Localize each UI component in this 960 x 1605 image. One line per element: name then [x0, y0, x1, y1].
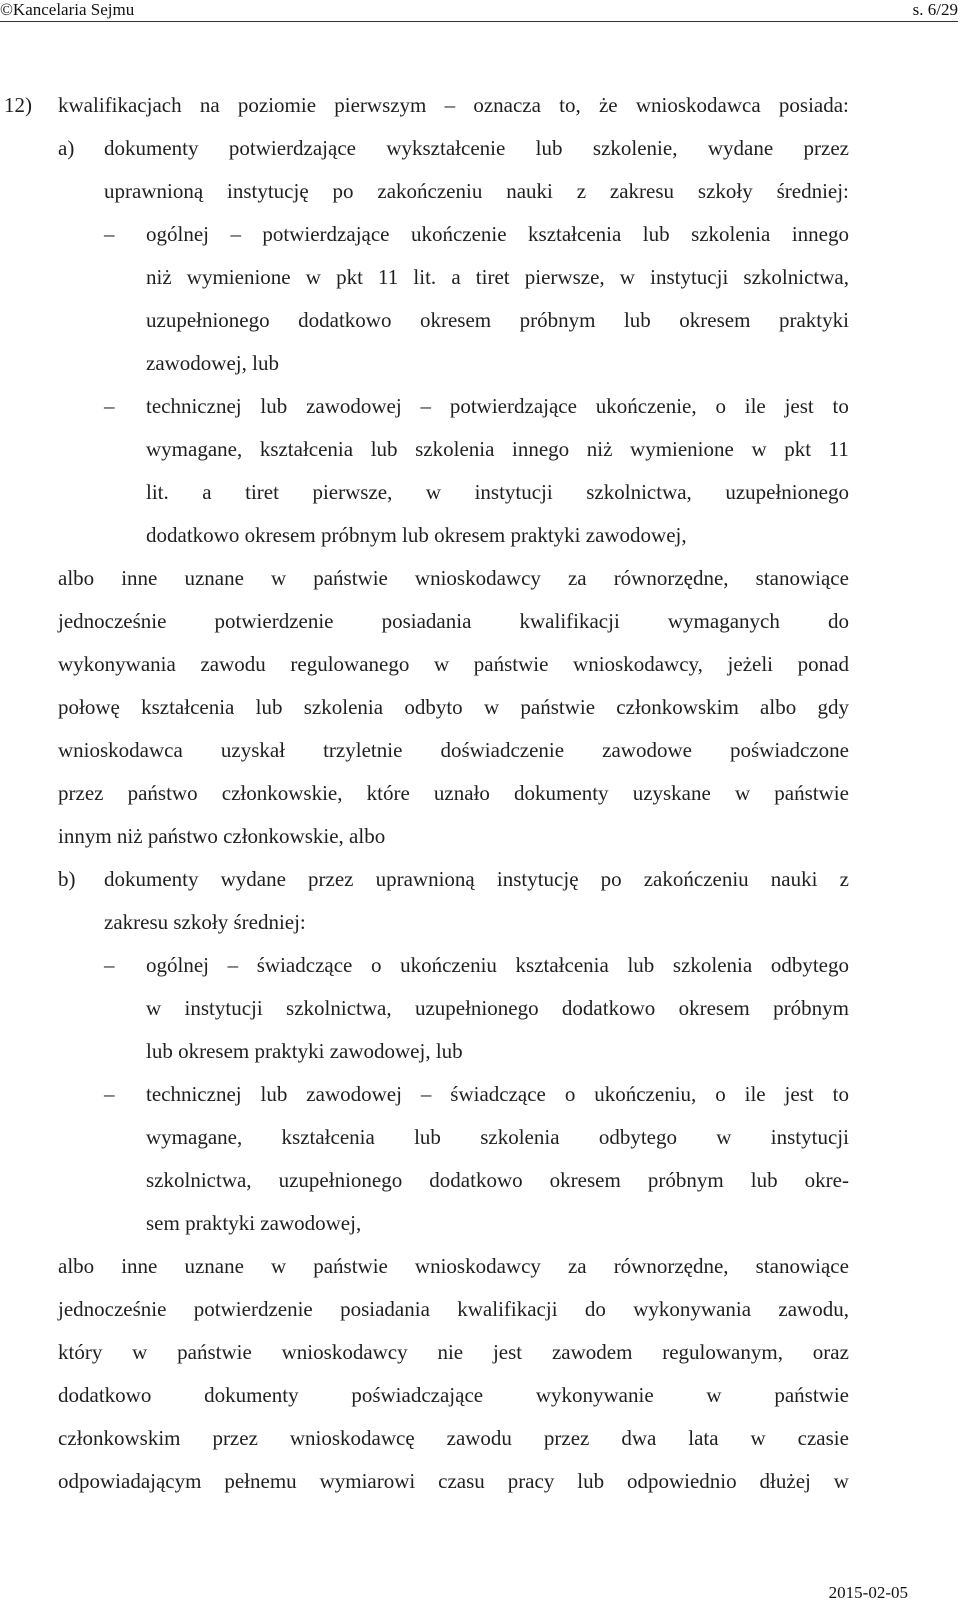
- word: państwie: [520, 695, 596, 719]
- word: w: [425, 480, 442, 504]
- word: 11: [828, 437, 849, 461]
- word: uprawnioną: [375, 867, 475, 891]
- word: dwa: [621, 1426, 657, 1450]
- word: ukończeniu: [400, 953, 497, 977]
- word: okresem: [549, 1168, 621, 1192]
- word: posiada:: [778, 93, 849, 117]
- word: lub: [642, 222, 670, 246]
- word: wnioskodawca: [635, 93, 761, 117]
- word: z: [576, 179, 587, 203]
- word: inne: [121, 1254, 158, 1278]
- word: lub: [260, 394, 288, 418]
- text-line: [146, 1073, 849, 1116]
- word: w: [716, 1125, 732, 1149]
- word: tiret: [245, 480, 279, 504]
- word: na: [199, 93, 220, 117]
- word: o: [370, 953, 382, 977]
- word: doświadczenie: [440, 738, 565, 762]
- word: państwie: [313, 1254, 388, 1278]
- word: państwie: [774, 781, 849, 805]
- word: lub: [260, 1082, 288, 1106]
- text-line: [104, 170, 849, 213]
- word: poświadczone: [730, 738, 849, 762]
- word: przez: [543, 1426, 590, 1450]
- word: równorzędne,: [613, 566, 729, 590]
- word: potwierdzające: [228, 136, 356, 160]
- word: lub: [750, 1168, 778, 1192]
- item-letter-b: b): [58, 867, 76, 891]
- word: zakończeniu: [377, 179, 483, 203]
- word: do: [827, 609, 849, 633]
- text-line: [58, 1417, 849, 1460]
- word: nauki: [770, 867, 818, 891]
- word: w: [146, 996, 162, 1020]
- word: instytucji: [184, 996, 263, 1020]
- copyright-label: ©Kancelaria Sejmu: [0, 0, 135, 19]
- word: po: [332, 179, 354, 203]
- word: szkolnictwa,: [146, 1168, 252, 1192]
- word: pkt: [784, 437, 812, 461]
- word: a: [202, 480, 212, 504]
- word: uzyskane: [632, 781, 711, 805]
- text-line: [104, 858, 849, 901]
- word: ukończenie: [410, 222, 507, 246]
- word: zawodem: [551, 1340, 633, 1364]
- word: –: [230, 222, 241, 246]
- word: odbyto: [404, 695, 463, 719]
- word: które: [366, 781, 410, 805]
- word: niż: [586, 437, 613, 461]
- word: a: [451, 265, 461, 289]
- word: czasie: [797, 1426, 849, 1450]
- word: wymienione: [186, 265, 291, 289]
- page-header: [0, 0, 958, 20]
- word: dłużej: [759, 1469, 811, 1493]
- word: pierwszym: [334, 93, 427, 117]
- word: praktyki: [778, 308, 849, 332]
- word: lata: [688, 1426, 719, 1450]
- word: zawodowej: [306, 394, 402, 418]
- word: za: [567, 1254, 587, 1278]
- word: jednocześnie: [58, 1297, 167, 1321]
- word: w: [833, 1469, 849, 1493]
- word: nie: [437, 1340, 464, 1364]
- word: uznane: [184, 566, 244, 590]
- word: lub: [627, 953, 655, 977]
- word: czasu: [438, 1469, 485, 1493]
- word: uzupełnionego: [146, 308, 270, 332]
- word: o: [715, 1082, 726, 1106]
- word: uprawnioną: [104, 179, 204, 203]
- word: okre-: [804, 1168, 849, 1192]
- word: szkolenia: [691, 222, 771, 246]
- word: wymagane,: [146, 437, 243, 461]
- word: uzyskał: [220, 738, 286, 762]
- word: technicznej: [146, 1082, 242, 1106]
- word: przez: [803, 136, 849, 160]
- word: w: [270, 1254, 287, 1278]
- word: średniej:: [776, 179, 849, 203]
- word: w: [305, 265, 321, 289]
- word: odbytego: [770, 953, 849, 977]
- word: przez: [58, 781, 104, 805]
- word: szkolenie,: [592, 136, 678, 160]
- word: stanowiące: [755, 1254, 849, 1278]
- word: lub: [255, 695, 283, 719]
- word: poświadczające: [351, 1383, 484, 1407]
- word: uzupełnionego: [414, 996, 539, 1020]
- word: odpowiadającym: [58, 1469, 202, 1493]
- word: stanowiące: [755, 566, 849, 590]
- word: szkolenia: [672, 953, 753, 977]
- word: –: [420, 394, 432, 418]
- word: wykonywania: [633, 1297, 752, 1321]
- word: zakończeniu: [643, 867, 749, 891]
- word: lub: [414, 1125, 441, 1149]
- word: członkowskie,: [221, 781, 343, 805]
- text-line: sem praktyki zawodowej,: [146, 1211, 362, 1235]
- text-line: [146, 256, 849, 299]
- word: oraz: [812, 1340, 849, 1364]
- word: nauki: [506, 179, 553, 203]
- word: zawodu: [200, 652, 266, 676]
- word: albo: [760, 695, 797, 719]
- word: szkolnictwa,: [286, 996, 392, 1020]
- text-line: [58, 1331, 849, 1374]
- word: zakresu: [609, 179, 675, 203]
- word: wymiarowi: [319, 1469, 416, 1493]
- word: w: [751, 437, 767, 461]
- word: ogólnej: [146, 953, 209, 977]
- word: dokumenty: [514, 781, 609, 805]
- word: wydane: [707, 136, 774, 160]
- text-line: [146, 1116, 849, 1159]
- word: to: [832, 1082, 849, 1106]
- footer-date: 2015-02-05: [828, 1583, 908, 1602]
- page-number: s. 6/29: [912, 0, 958, 19]
- word: państwie: [473, 652, 549, 676]
- text-line: [58, 729, 849, 772]
- word: o: [715, 394, 726, 418]
- word: –: [420, 1082, 432, 1106]
- text-line: [146, 213, 849, 256]
- word: uznało: [433, 781, 490, 805]
- word: że: [598, 93, 618, 117]
- word: wymienione: [630, 437, 734, 461]
- dash-marker: –: [104, 1082, 115, 1106]
- word: przez: [308, 867, 354, 891]
- word: wymaganych: [667, 609, 780, 633]
- text-line: [146, 987, 849, 1030]
- word: potwierdzające: [262, 222, 390, 246]
- word: instytucji: [770, 1125, 849, 1149]
- word: pracy: [507, 1469, 555, 1493]
- word: lub: [370, 437, 398, 461]
- word: zawodu,: [778, 1297, 849, 1321]
- text-line: zawodowej, lub: [146, 351, 279, 375]
- text-line: [146, 944, 849, 987]
- word: połowę: [58, 695, 120, 719]
- word: kształcenia: [515, 953, 609, 977]
- word: zawodowe: [602, 738, 692, 762]
- text-line: [58, 1460, 849, 1503]
- word: ukończeniu,: [594, 1082, 697, 1106]
- word: lub: [577, 1469, 605, 1493]
- word: instytucji: [474, 480, 553, 504]
- word: innego: [512, 437, 570, 461]
- word: wymagane,: [146, 1125, 243, 1149]
- word: w: [483, 695, 500, 719]
- text-line: dodatkowo okresem próbnym lub okresem praktyki zawodowej,: [146, 523, 687, 547]
- word: pierwsze,: [312, 480, 393, 504]
- text-line: [146, 299, 849, 342]
- word: szkolenia: [480, 1125, 560, 1149]
- word: przez: [212, 1426, 258, 1450]
- dash-marker: –: [104, 394, 115, 418]
- word: kształcenia: [141, 695, 235, 719]
- word: wnioskodawcy,: [573, 652, 703, 676]
- text-line: [104, 127, 849, 170]
- word: potwierdzenie: [193, 1297, 313, 1321]
- word: instytucję: [496, 867, 579, 891]
- text-line: [58, 686, 849, 729]
- header-divider: [0, 21, 958, 22]
- word: wnioskodawcy: [414, 1254, 541, 1278]
- word: albo: [58, 1254, 95, 1278]
- word: próbnym: [519, 308, 596, 332]
- word: kwalifikacji: [457, 1297, 558, 1321]
- text-line: [58, 1288, 849, 1331]
- word: wnioskodawcę: [289, 1426, 415, 1450]
- word: szkoły: [697, 179, 753, 203]
- word: lub: [535, 136, 563, 160]
- word: okresem: [678, 996, 750, 1020]
- word: uzupełnionego: [725, 480, 849, 504]
- word: próbnym: [647, 1168, 724, 1192]
- dash-marker: –: [104, 222, 115, 246]
- word: wykształcenie: [386, 136, 506, 160]
- word: pkt: [336, 265, 363, 289]
- word: dokumenty: [204, 1383, 299, 1407]
- word: próbnym: [773, 996, 849, 1020]
- word: wydane: [220, 867, 286, 891]
- text-line: [146, 428, 849, 471]
- word: ponad: [797, 652, 849, 676]
- word: to: [832, 394, 849, 418]
- word: szkolenia: [303, 695, 384, 719]
- item-letter-a: a): [58, 136, 75, 160]
- text-line: [58, 1245, 849, 1288]
- word: instytucję: [227, 179, 309, 203]
- word: zawodowej: [306, 1082, 402, 1106]
- word: zawodu: [446, 1426, 512, 1450]
- word: jest: [784, 1082, 814, 1106]
- word: dodatkowo: [561, 996, 656, 1020]
- word: w: [750, 1426, 766, 1450]
- word: w: [433, 652, 450, 676]
- word: uznane: [184, 1254, 244, 1278]
- text-line: [58, 1374, 849, 1417]
- word: za: [567, 566, 587, 590]
- word: lit.: [413, 265, 437, 289]
- word: potwierdzające: [449, 394, 577, 418]
- word: dodatkowo: [429, 1168, 523, 1192]
- word: odpowiednio: [626, 1469, 737, 1493]
- word: w: [619, 265, 635, 289]
- word: posiadania: [340, 1297, 430, 1321]
- word: jednocześnie: [58, 609, 167, 633]
- text-line: zakresu szkoły średniej:: [104, 910, 306, 934]
- word: posiadania: [381, 609, 472, 633]
- word: ukończenie,: [595, 394, 697, 418]
- text-line: [58, 643, 849, 686]
- word: szkolenia: [415, 437, 495, 461]
- word: jest: [784, 394, 814, 418]
- word: jest: [492, 1340, 523, 1364]
- word: szkolnictwa,: [743, 265, 849, 289]
- word: ile: [744, 1082, 766, 1106]
- word: kwalifikacjach: [58, 93, 182, 117]
- word: państwie: [774, 1383, 849, 1407]
- text-line: lub okresem praktyki zawodowej, lub: [146, 1039, 463, 1063]
- word: instytucji: [650, 265, 729, 289]
- item-number-12: 12): [4, 93, 32, 117]
- text-line: [58, 600, 849, 643]
- word: w: [270, 566, 287, 590]
- word: potwierdzenie: [214, 609, 334, 633]
- word: kształcenia: [259, 437, 354, 461]
- word: trzyletnie: [323, 738, 403, 762]
- word: ogólnej: [146, 222, 209, 246]
- word: gdy: [817, 695, 849, 719]
- word: uzupełnionego: [278, 1168, 403, 1192]
- dash-marker: –: [104, 953, 115, 977]
- word: wykonywania: [58, 652, 176, 676]
- word: –: [444, 93, 456, 117]
- word: ile: [744, 394, 766, 418]
- word: to,: [559, 93, 581, 117]
- word: kształcenia: [528, 222, 622, 246]
- word: poziomie: [237, 93, 317, 117]
- word: z: [839, 867, 849, 891]
- text-line: [146, 385, 849, 428]
- word: w: [734, 781, 751, 805]
- word: szkolnictwa,: [586, 480, 692, 504]
- word: dodatkowo: [298, 308, 392, 332]
- word: 11: [378, 265, 399, 289]
- word: okresem: [679, 308, 751, 332]
- word: równorzędne,: [613, 1254, 729, 1278]
- word: dodatkowo: [58, 1383, 152, 1407]
- word: wnioskodawcy: [281, 1340, 408, 1364]
- word: państwie: [177, 1340, 252, 1364]
- word: kształcenia: [281, 1125, 375, 1149]
- word: inne: [121, 566, 158, 590]
- word: który: [58, 1340, 103, 1364]
- word: niż: [146, 265, 172, 289]
- word: wnioskodawca: [58, 738, 183, 762]
- word: dokumenty: [104, 867, 199, 891]
- word: lub: [623, 308, 651, 332]
- word: pierwsze,: [524, 265, 605, 289]
- word: dokumenty: [104, 136, 199, 160]
- word: tiret: [475, 265, 510, 289]
- word: albo: [58, 566, 95, 590]
- text-line: [58, 84, 849, 127]
- word: oznacza: [473, 93, 541, 117]
- word: okresem: [419, 308, 492, 332]
- word: pełnemu: [224, 1469, 297, 1493]
- text-line: [58, 557, 849, 600]
- word: państwo: [127, 781, 198, 805]
- word: w: [132, 1340, 148, 1364]
- text-line: [146, 471, 849, 514]
- word: –: [227, 953, 239, 977]
- text-line: innym niż państwo członkowskie, albo: [58, 824, 386, 848]
- word: jeżeli: [727, 652, 774, 676]
- word: regulowanym,: [662, 1340, 783, 1364]
- word: państwie: [313, 566, 388, 590]
- word: w: [706, 1383, 722, 1407]
- word: świadczące: [450, 1082, 546, 1106]
- word: regulowanego: [290, 652, 410, 676]
- word: wykonywanie: [535, 1383, 654, 1407]
- word: świadczące: [256, 953, 353, 977]
- word: technicznej: [146, 394, 242, 418]
- text-line: [146, 1159, 849, 1202]
- word: członkowskim: [616, 695, 739, 719]
- word: innego: [791, 222, 849, 246]
- word: o: [564, 1082, 576, 1106]
- word: członkowskim: [58, 1426, 181, 1450]
- word: lit.: [146, 480, 169, 504]
- word: do: [584, 1297, 606, 1321]
- text-line: [58, 772, 849, 815]
- word: po: [600, 867, 622, 891]
- word: wnioskodawcy: [414, 566, 541, 590]
- word: kwalifikacji: [519, 609, 620, 633]
- word: odbytego: [598, 1125, 677, 1149]
